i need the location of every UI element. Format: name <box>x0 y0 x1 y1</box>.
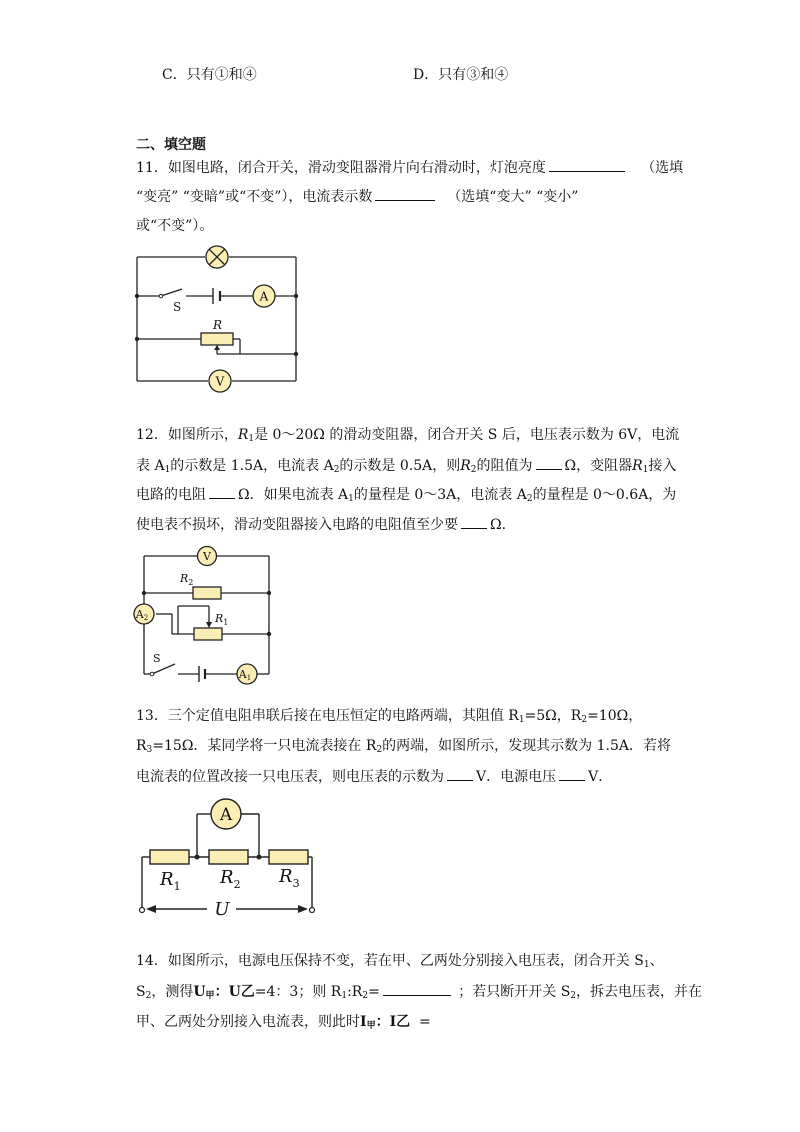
q12-sub: 1 <box>164 465 171 475</box>
q12-text: 表 A <box>136 458 165 474</box>
q12-text: 使电表不损坏，滑动变阻器接入电路的电阻值至少要 <box>136 517 458 533</box>
ammeter-symbol <box>211 799 241 829</box>
q13-text: 电流表的位置改接一只电压表，则电压表的示数为 <box>136 769 444 785</box>
q13-line-3 <box>136 766 612 787</box>
q14-sub: 甲 <box>205 991 215 1001</box>
u-label: U <box>214 899 230 920</box>
q13-text: 13．三个定值电阻串联后接在电压恒定的电路两端，其阻值 R <box>136 708 519 724</box>
q12-text: Ω. <box>490 517 507 533</box>
q12-text: 12．如图所示， <box>136 427 238 443</box>
q11-text: （选填“变大” “变小” <box>447 189 579 205</box>
q14-sub: 2 <box>145 991 152 1001</box>
q13-text: V． <box>588 769 613 785</box>
q12-blank-2[interactable] <box>209 484 235 499</box>
q14-text: ；若只断开开关 S <box>458 984 571 1000</box>
q14-text: S <box>136 984 146 1000</box>
rheostat-r1-symbol <box>194 628 222 640</box>
q14-line-1 <box>136 951 664 975</box>
q14-line-2 <box>136 981 702 1006</box>
resistor-r3-symbol <box>269 850 308 864</box>
voltmeter-symbol <box>198 547 217 566</box>
q12-line-3 <box>136 484 676 509</box>
q14-sub: 2 <box>362 991 369 1001</box>
resistor-r2-symbol <box>209 850 248 864</box>
q14-text: ，测得 <box>151 984 194 1000</box>
q14-i: I <box>360 1014 367 1030</box>
ammeter-label: A <box>259 289 269 304</box>
q14-sub: 2 <box>570 991 577 1001</box>
ammeter-label: A <box>219 805 233 825</box>
q13-text: =10Ω， <box>587 708 643 724</box>
q12-r2: R <box>460 458 471 474</box>
q13-line-2 <box>136 736 671 760</box>
q14-text: =4：3；则 R <box>254 984 342 1000</box>
q12-text: 的量程是 0～3A，电流表 A <box>353 487 527 503</box>
circuit-diagram-q11 <box>130 243 310 389</box>
q14-text: 乙 <box>240 984 255 1000</box>
option-d: D．只有③和④ <box>413 67 509 83</box>
q14-line-3 <box>136 1012 431 1036</box>
option-c: C．只有①和④ <box>162 67 257 83</box>
circuit-diagram-q12 <box>130 542 280 690</box>
q12-line-4 <box>136 514 506 535</box>
q13-sub: 2 <box>376 745 383 755</box>
q13-text: =15Ω．某同学将一只电流表接在 R <box>152 738 377 754</box>
a2-label: A2 <box>135 608 149 622</box>
q13-line-1 <box>136 706 642 730</box>
q12-blank-1[interactable] <box>536 455 562 470</box>
ammeter-a1-symbol <box>237 664 257 684</box>
q11-blank-1[interactable] <box>549 157 625 172</box>
r1-label: $R_1$ <box>215 612 229 627</box>
q14-sub: 1 <box>341 991 348 1001</box>
q14-i: I <box>389 1014 397 1030</box>
rheostat-symbol <box>201 333 233 345</box>
q12-text: 是 0～20Ω 的滑动变阻器，闭合开关 S 后，电压表示数为 6V，电流 <box>254 427 680 443</box>
resistor-r1-symbol <box>150 850 189 864</box>
q14-text: ，拆去电压表，并在 <box>576 984 703 1000</box>
section-title: 二、填空题 <box>136 137 206 153</box>
q12-text: 接入 <box>648 458 677 474</box>
q13-text: 的两端，如图所示，发现其示数为 1.5A．若将 <box>382 738 671 754</box>
q14-text: 甲、乙两处分别接入电流表，则此时 <box>136 1014 360 1030</box>
lamp-symbol <box>206 246 228 268</box>
q12-text: Ω．如果电流表 A <box>238 487 349 503</box>
voltmeter-label: V <box>203 550 211 563</box>
q12-sub: 1 <box>348 494 354 504</box>
q12-text: 的示数是 0.5A，则 <box>339 458 461 474</box>
q13-sub: 2 <box>581 715 588 725</box>
voltmeter-symbol <box>209 370 231 392</box>
q13-text: V．电源电压 <box>476 769 557 785</box>
q12-line-2 <box>136 455 676 480</box>
q11-text: 11．如图电路，闭合开关，滑动变阻器滑片向右滑动时，灯泡亮度 <box>136 160 546 176</box>
q11-text: “变亮” “变暗”或“不变”），电流表示数 <box>136 189 373 205</box>
r1-label: $R_1$ <box>160 869 181 893</box>
q11-text: （选填 <box>641 160 684 176</box>
q14-text: ： <box>214 984 229 1000</box>
q14-sub: 甲 <box>366 1021 376 1031</box>
slider-arrow <box>206 622 212 628</box>
q12-text: 电路的电阻 <box>136 487 206 503</box>
q12-sub: 1 <box>642 465 649 475</box>
a1-label: A1 <box>238 668 252 682</box>
circuit-diagram-q13 <box>135 796 320 921</box>
r2-label: $R_2$ <box>180 572 194 587</box>
q12-text: Ω，变阻器 <box>564 458 633 474</box>
q14-text: 乙 <box>396 1014 411 1030</box>
q11-blank-2[interactable] <box>375 186 435 201</box>
q14-text: 、 <box>649 953 664 969</box>
q14-u: U <box>193 984 206 1000</box>
resistor-label: R <box>213 318 223 332</box>
q13-blank-1[interactable] <box>447 766 473 781</box>
q12-line-1 <box>136 425 679 449</box>
q12-sub: 2 <box>333 465 340 475</box>
switch-label: S <box>153 652 161 665</box>
q12-text: 的量程是 0～0.6A，为 <box>532 487 677 503</box>
q14-sub: 1 <box>643 960 650 970</box>
q14-text: = <box>368 984 380 1000</box>
q12-blank-3[interactable] <box>461 514 487 529</box>
resistor-r2-symbol <box>193 587 221 599</box>
ammeter-symbol <box>253 285 275 307</box>
switch-label: S <box>173 300 182 314</box>
q13-sub: 1 <box>518 715 525 725</box>
q13-sub: 3 <box>146 745 153 755</box>
q11-line-1 <box>136 157 683 178</box>
voltmeter-label: V <box>215 374 225 389</box>
q14-text: 14．如图所示，电源电压保持不变，若在甲、乙两处分别接入电压表，闭合开关 S <box>136 953 644 969</box>
q14-text: = <box>419 1014 431 1030</box>
q12-r1: R <box>237 427 249 443</box>
q11-line-3: 或“不变”）。 <box>136 218 214 234</box>
q13-text: R <box>136 738 147 754</box>
q12-sub: 1 <box>248 434 255 444</box>
q12-text: 的示数是 1.5A，电流表 A <box>170 458 334 474</box>
q12-text: 的阻值为 <box>476 458 533 474</box>
q14-blank-1[interactable] <box>383 981 451 996</box>
r2-label: $R_2$ <box>220 867 241 891</box>
q11-line-2 <box>136 186 578 207</box>
r3-label: $R_3$ <box>279 866 300 890</box>
q14-text: :R <box>347 984 363 1000</box>
ammeter-a2-symbol <box>134 604 154 624</box>
slider-arrow <box>214 345 220 350</box>
q14-u: U <box>228 984 241 1000</box>
q13-blank-2[interactable] <box>559 766 585 781</box>
q12-sub: 2 <box>526 494 533 504</box>
q12-sub: 2 <box>470 465 477 475</box>
q14-text: ： <box>375 1014 390 1030</box>
q12-r1: R <box>632 458 643 474</box>
q13-text: =5Ω，R <box>524 708 582 724</box>
